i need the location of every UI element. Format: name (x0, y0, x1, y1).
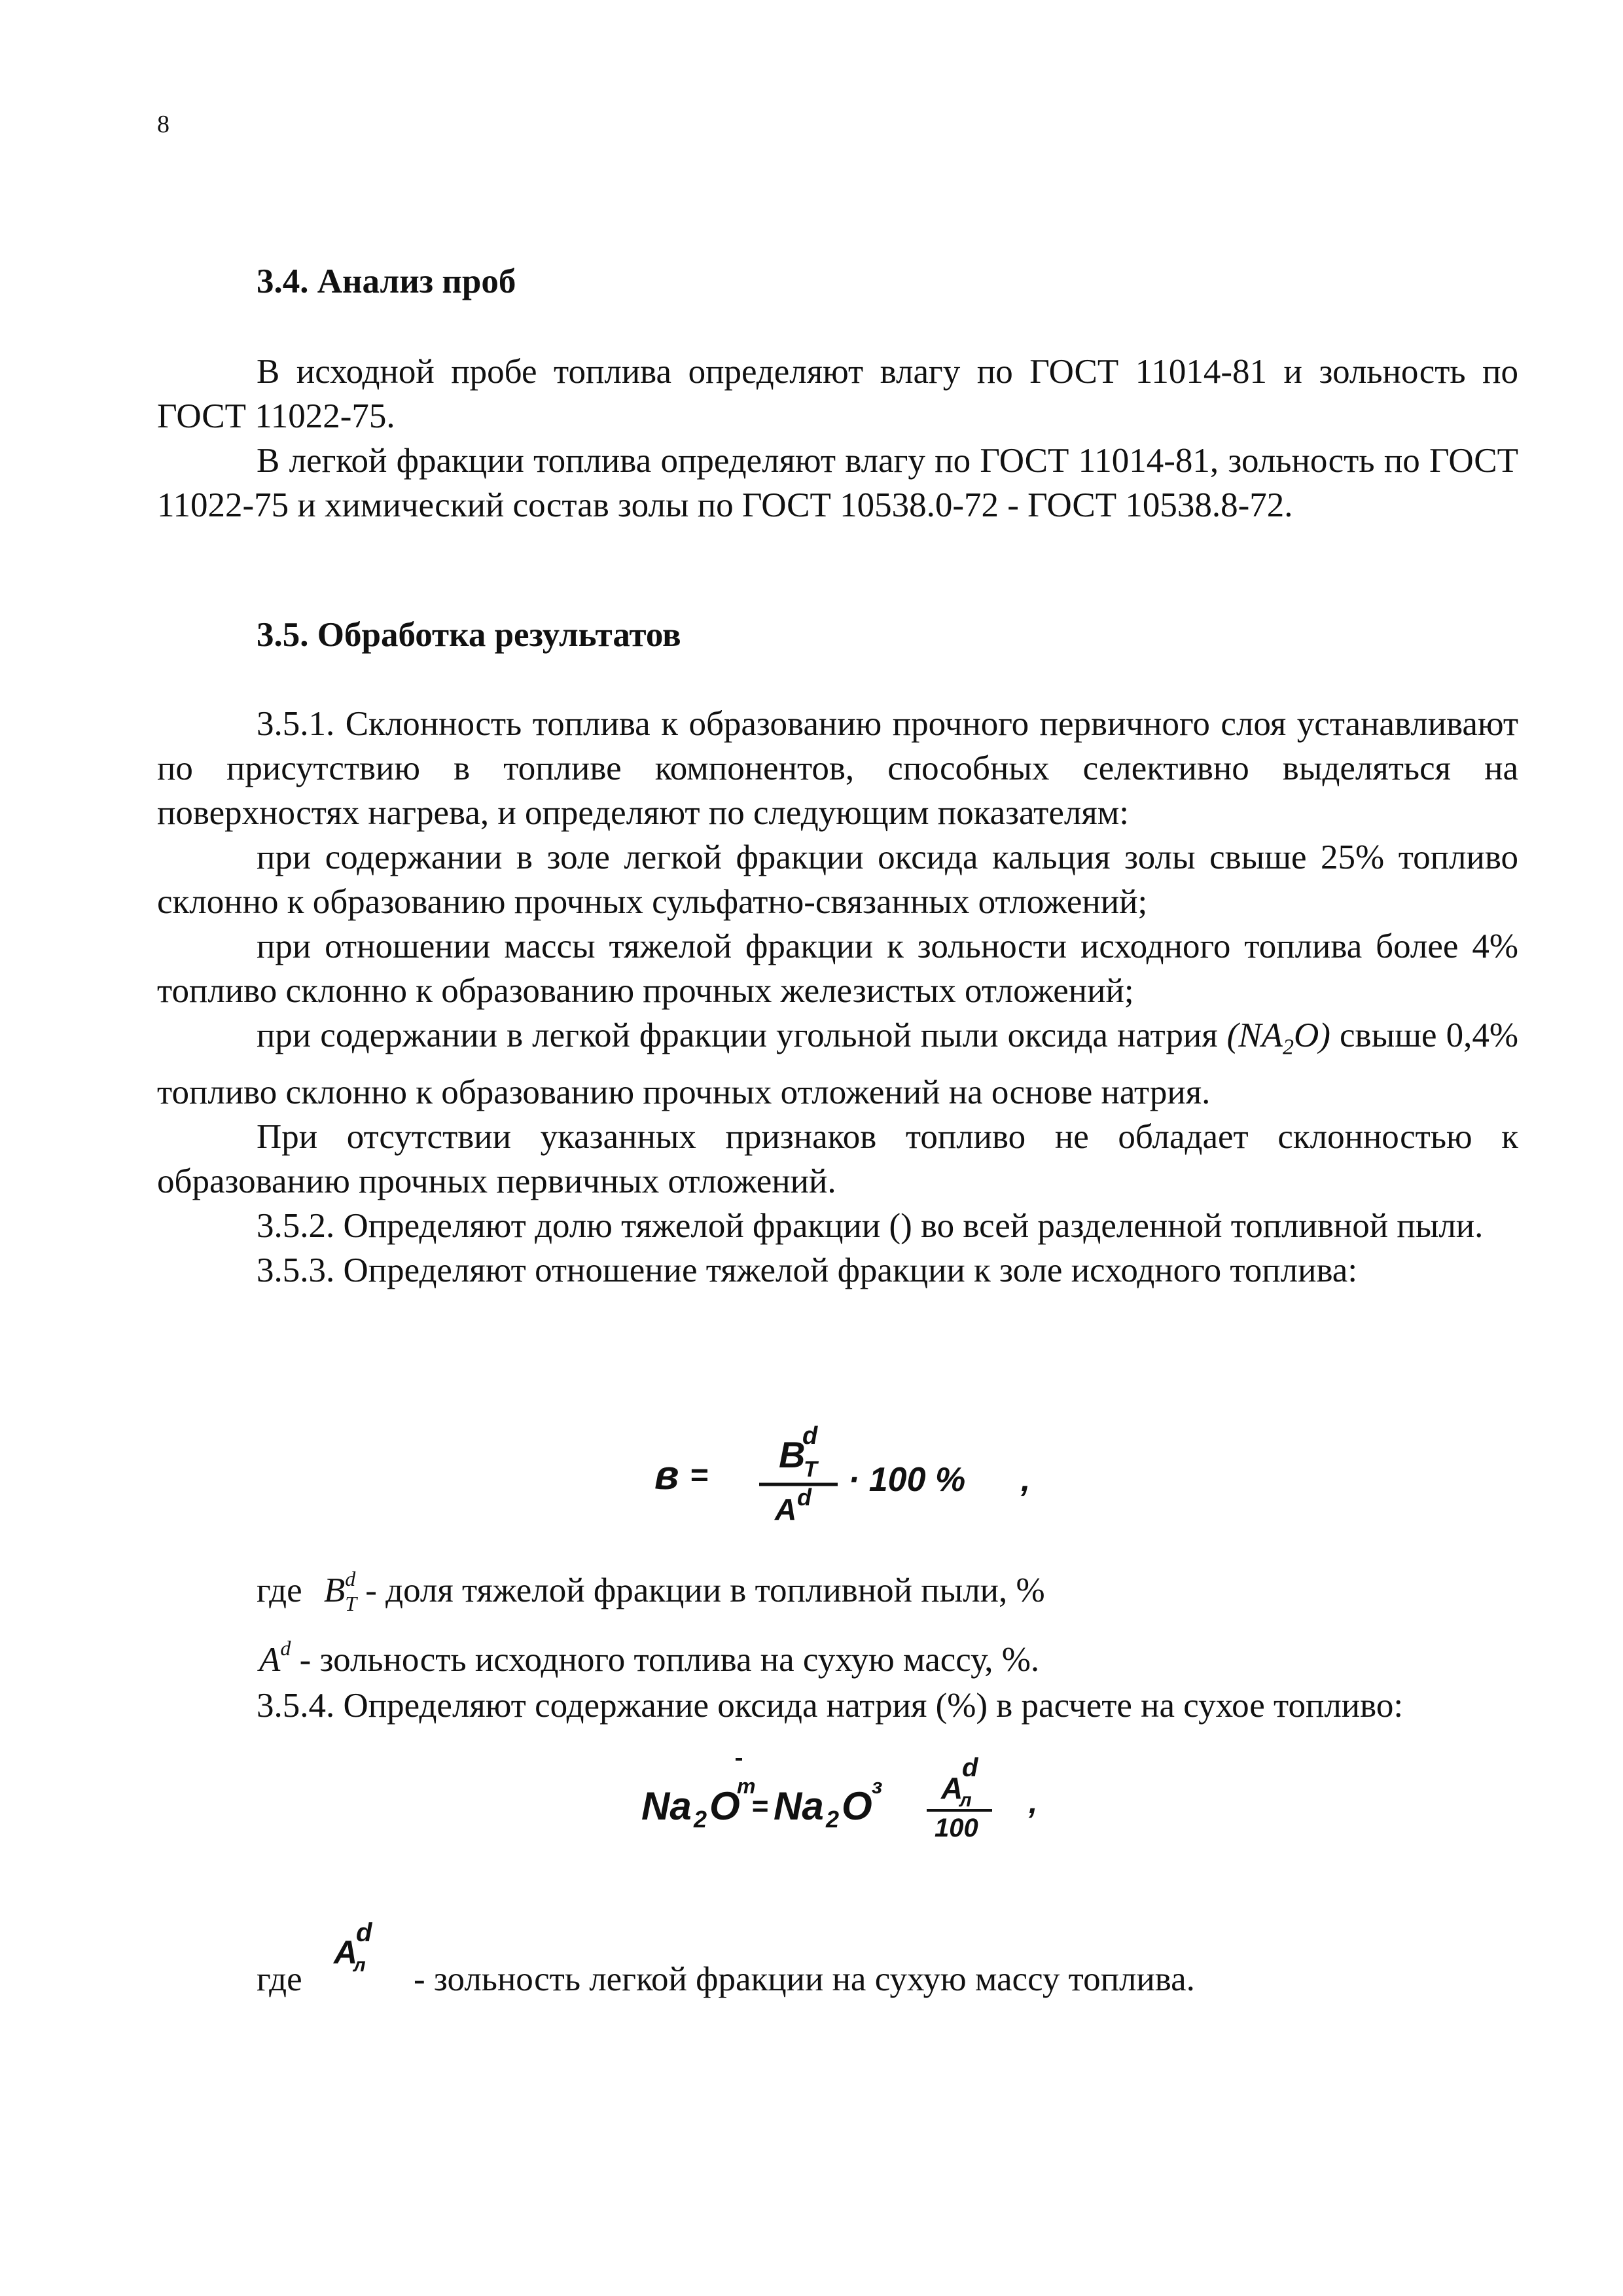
formula2-right-sup: з (872, 1774, 883, 1798)
formula2-right-o: O (842, 1784, 872, 1828)
definition-where-word-2: где (257, 1960, 302, 1998)
formula1-lhs: в (654, 1453, 679, 1498)
formula1-numerator-sub: Т (804, 1457, 817, 1482)
paragraph-sodium-text-b: свыше 0,4% топливо склонно к образованию прочных отложений на основе натрия. (157, 1016, 1518, 1111)
paragraph-sodium (157, 1013, 1518, 1115)
formula2-frac-num: А (941, 1771, 963, 1805)
formula1-multiplier: · 100 % (848, 1461, 966, 1499)
formula1-denominator-sup: d (797, 1484, 812, 1511)
formula-sodium-oxide-dry (628, 1728, 1099, 1859)
paragraph-absence: При отсутствии указанных признаков топливо не обладает склонностью к образованию прочных первичных отложений. (157, 1117, 1518, 1200)
formula2-eq: = (751, 1790, 768, 1822)
formula1-numerator: В (779, 1434, 806, 1475)
formula2-frac-num-sup: d (962, 1753, 978, 1782)
definition-light-fraction-ash-text-wrap (414, 1957, 1195, 2001)
sodium-oxide-formula: $(NA_2O)$ (1226, 1016, 1330, 1060)
formula2-left-na: Na (641, 1784, 692, 1828)
symbol-a-d: $A^d$ (259, 1636, 291, 1679)
formula2-right-sub: 2 (826, 1806, 840, 1833)
definition-heavy-fraction (257, 1568, 1045, 1617)
paragraph-3-5-3: 3.5.3. Определяют отношение тяжелой фракции к золе исходного топлива: (257, 1251, 1358, 1289)
section-heading-3-4: 3.4. Анализ проб (257, 262, 516, 300)
formula2-comma: , (1029, 1785, 1038, 1820)
formula2-left-sup: т (737, 1774, 756, 1798)
formula2-frac-num-sub: л (959, 1789, 972, 1811)
paragraph-3-5-1: 3.5.1. Склонность топлива к образованию прочного первичного слоя устанавливают по присутствию в топливе компонентов, способных селективно выделяться на поверхностях нагрева, и определяют по следующим показателям: (157, 705, 1518, 832)
section-3-5-body (157, 702, 1518, 1293)
formula1-eq: = (690, 1458, 709, 1493)
symbol-a-l-d-base: А (334, 1934, 358, 1971)
definition-ash-content (259, 1638, 1039, 1686)
page-number: 8 (157, 111, 169, 138)
section-heading-3-5: 3.5. Обработка результатов (257, 616, 681, 654)
definition-ash-content-text: - зольность исходного топлива на сухую массу, %. (291, 1641, 1040, 1679)
paragraph-3-5-4: 3.5.4. Определяют содержание оксида натрия (%) в расчете на сухое топливо: (257, 1687, 1404, 1725)
formula2-left-sub: 2 (694, 1806, 707, 1833)
formula2-left-o: O (709, 1784, 740, 1828)
formula1-numerator-sup: d (802, 1422, 818, 1450)
definition-light-fraction-ash-text: - зольность легкой фракции на сухую массу топлива. (414, 1960, 1195, 1998)
formula1-denominator: А (775, 1492, 797, 1526)
symbol-a-l-d-sup: d (356, 1918, 372, 1947)
definition-heavy-fraction-text: - доля тяжелой фракции в топливной пыли, % (357, 1571, 1045, 1609)
formula2-frac-den: 100 (935, 1814, 978, 1842)
paragraph-calcium: при содержании в золе легкой фракции оксида кальция золы свыше 25% топливо склонно к образованию прочных сульфатно-связанных отложений; (157, 838, 1518, 921)
paragraph-3-4-2: В легкой фракции топлива определяют влагу по ГОСТ 11014-81, зольность по ГОСТ 11022-75 и химический состав золы по ГОСТ 10538.0-72 - ГОСТ 10538.8-72. (157, 442, 1518, 524)
formula-heavy-fraction-ratio (654, 1414, 1073, 1545)
section-3-4-body (157, 350, 1518, 528)
formula1-comma: , (1021, 1461, 1031, 1499)
definition-light-fraction-ash (257, 1957, 302, 2001)
symbol-a-l-d (327, 1911, 386, 1983)
symbol-b-t-d: $B^d_T$ (323, 1567, 357, 1615)
paragraph-sodium-text-a: при содержании в легкой фракции угольной пыли оксида натрия (257, 1016, 1227, 1054)
paragraph-3-5-2: 3.5.2. Определяют долю тяжелой фракции () во всей разделенной топливной пыли. (257, 1206, 1484, 1245)
symbol-a-l-d-sub: л (353, 1954, 366, 1976)
paragraph-iron: при отношении массы тяжелой фракции к зольности исходного топлива более 4% топливо склонно к образованию прочных железистых отложений; (157, 927, 1518, 1010)
paragraph-3-4-1: В исходной пробе топлива определяют влагу по ГОСТ 11014-81 и зольность по ГОСТ 11022-75. (157, 353, 1518, 435)
formula2-right-na: Na (774, 1784, 824, 1828)
definition-where-word: где (257, 1571, 302, 1609)
section-3-5-4-body (157, 1683, 1518, 1728)
